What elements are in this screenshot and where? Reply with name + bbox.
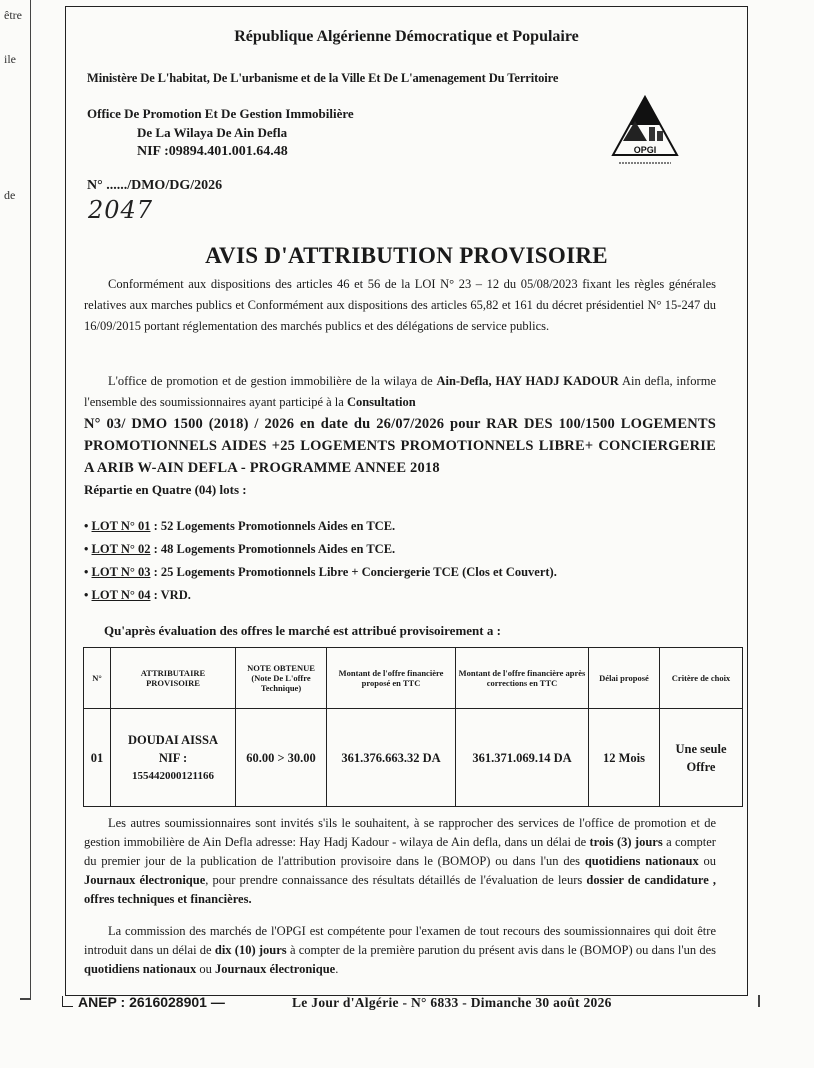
text: L'office de promotion et de gestion immobilière de la wilaya de	[108, 374, 437, 388]
left-column-tick	[20, 998, 31, 1000]
text: à compter de la première parution du présent avis dans le (BOMOP) ou dans l'un des	[286, 943, 717, 957]
margin-fragment: de	[4, 188, 16, 202]
lot-item	[84, 515, 557, 538]
col-header-critere: Critère de choix	[660, 648, 743, 709]
journal-issue: Le Jour d'Algérie - N° 6833 - Dimanche 30 août 2026	[292, 995, 612, 1010]
evaluation-intro: Qu'après évaluation des offres le marché est attribué provisoirement a :	[104, 623, 501, 638]
text: , pour prendre connaissance des résultats détaillés de l'évaluation de leurs	[205, 873, 587, 887]
office-name-line2: De La Wilaya De Ain Defla	[137, 125, 288, 140]
cell-montant: 361.376.663.32 DA	[327, 709, 456, 807]
cell-attributaire	[111, 709, 236, 807]
col-header-note: NOTE OBTENUE (Note De L'offre Technique)	[236, 648, 327, 709]
text: Les autres soumissionnaires sont invités s'ils le souhaitent, à se rapprocher des services de l'office de promotion et de gestion immobilière de Ain Defla adresse: Hay Hadj Kadour - wilaya de Ain defla, dans un délai de	[84, 816, 716, 849]
cell-critere: Une seule Offre	[660, 709, 743, 807]
text: .	[335, 962, 339, 976]
consultation-paragraph	[84, 371, 716, 500]
legal-basis-text: Conformément aux dispositions des articles 46 et 56 de la LOI N° 23 – 12 du 05/08/2023 fixant les règles générales relatives aux marches publics et Conformément aux dispositions des articles 65,82 et 161 du décret présidentiel N° 15-247 du 16/09/2015 portant réglementation des marchés publics et des délégations de service publics.	[84, 277, 716, 333]
col-header-number: N°	[84, 648, 111, 709]
lot-item	[84, 561, 557, 584]
cell-delai: 12 Mois	[589, 709, 660, 807]
col-header-montant-corrige: Montant de l'offre financière après corrections en TTC	[456, 648, 589, 709]
table-header-row	[84, 648, 743, 709]
journaux-bold: Journaux électronique	[84, 873, 206, 887]
col-header-montant: Montant de l'offre financière proposé en TTC	[327, 648, 456, 709]
notice-title: AVIS D'ATTRIBUTION PROVISOIRE	[205, 243, 608, 268]
other-bidders-paragraph	[84, 814, 716, 909]
republic-title: République Algérienne Démocratique et Populaire	[234, 28, 579, 45]
cell-note: 60.00 > 30.00	[236, 709, 327, 807]
margin-fragment: être	[4, 8, 22, 22]
table-row	[84, 709, 743, 807]
award-table	[83, 647, 743, 807]
margin-fragment: ile	[4, 52, 16, 66]
text: a compter du premier jour de la publication de l'attribution provisoire dans le (BOMOP) ou dans l'un des	[84, 835, 716, 868]
attributaire-nif-label: NIF :	[158, 750, 188, 765]
quotidiens-bold: quotidiens nationaux	[584, 854, 699, 868]
address-bold: Ain-Defla, HAY HADJ KADOUR	[436, 374, 619, 388]
quotidiens-bold: quotidiens nationaux	[84, 962, 197, 976]
journaux-bold: Journaux électronique	[214, 962, 336, 976]
appeal-paragraph	[84, 922, 716, 979]
consultation-bold: Consultation	[346, 395, 416, 409]
delay-bold: dix (10) jours	[214, 943, 287, 957]
legal-basis-paragraph	[84, 274, 716, 337]
lot-item	[84, 584, 557, 607]
lots-list	[84, 515, 557, 607]
lot-description: : VRD.	[150, 588, 191, 602]
cell-montant-corrige: 361.371.069.14 DA	[456, 709, 589, 807]
text: La commission des marchés de l'OPGI est compétente pour l'examen de tout recours des soumissionnaires qui doit être introduit dans un délai de	[84, 924, 716, 957]
dossier-bold: dossier de candidature , offres techniques et financières.	[84, 873, 717, 906]
text: ou	[698, 854, 717, 868]
office-name-line1: Office De Promotion Et De Gestion Immobilière	[87, 106, 354, 121]
lot-number: LOT N° 03	[91, 565, 151, 579]
lot-number: LOT N° 04	[91, 588, 151, 602]
text: Ain defla, informe l'ensemble des soumissionnaires ayant participé à la	[84, 374, 716, 409]
text: ou	[196, 962, 215, 976]
lot-number: LOT N° 02	[91, 542, 151, 556]
cell-number: 01	[84, 709, 111, 807]
left-column-rule	[30, 0, 31, 1000]
ministry-line: Ministère De L'habitat, De L'urbanisme et de la Ville Et De L'amenagement Du Territoire	[87, 71, 559, 85]
attributaire-nif: 155442000121166	[132, 769, 214, 782]
anep-number: ANEP : 2616028901 —	[78, 994, 225, 1010]
attributaire-name: DOUDAI AISSA	[128, 732, 218, 747]
lot-description: : 48 Logements Promotionnels Aides en TCE.	[150, 542, 396, 556]
lots-intro: Répartie en Quatre (04) lots :	[84, 482, 247, 497]
col-header-delai: Délai proposé	[589, 648, 660, 709]
office-nif: NIF :09894.401.001.64.48	[137, 144, 288, 159]
handwritten-number: 2047	[88, 196, 154, 224]
frame-right-tick	[758, 995, 760, 1007]
lot-number: LOT N° 01	[91, 519, 151, 533]
col-header-attributaire: ATTRIBUTAIRE PROVISOIRE	[111, 648, 236, 709]
delay-bold: trois (3) jours	[589, 835, 663, 849]
lot-description: : 52 Logements Promotionnels Aides en TCE.	[150, 519, 396, 533]
consultation-details: N° 03/ DMO 1500 (2018) / 2026 en date du 26/07/2026 pour RAR DES 100/1500 LOGEMENTS PROMOTIONNELS AIDES +25 LOGEMENTS PROMOTIONNELS LIBRE+ CONCIERGERIE A ARIB W-AIN DEFLA - PROGRAMME ANNEE 2018	[84, 416, 716, 476]
lot-description: : 25 Logements Promotionnels Libre + Conciergerie TCE (Clos et Couvert).	[150, 565, 557, 579]
reference-number: N° ....../DMO/DG/2026	[87, 178, 223, 193]
lot-item	[84, 538, 557, 561]
opgi-logo	[605, 93, 685, 173]
frame-corner	[62, 996, 73, 1007]
svg-text:OPGI: OPGI	[633, 145, 657, 155]
